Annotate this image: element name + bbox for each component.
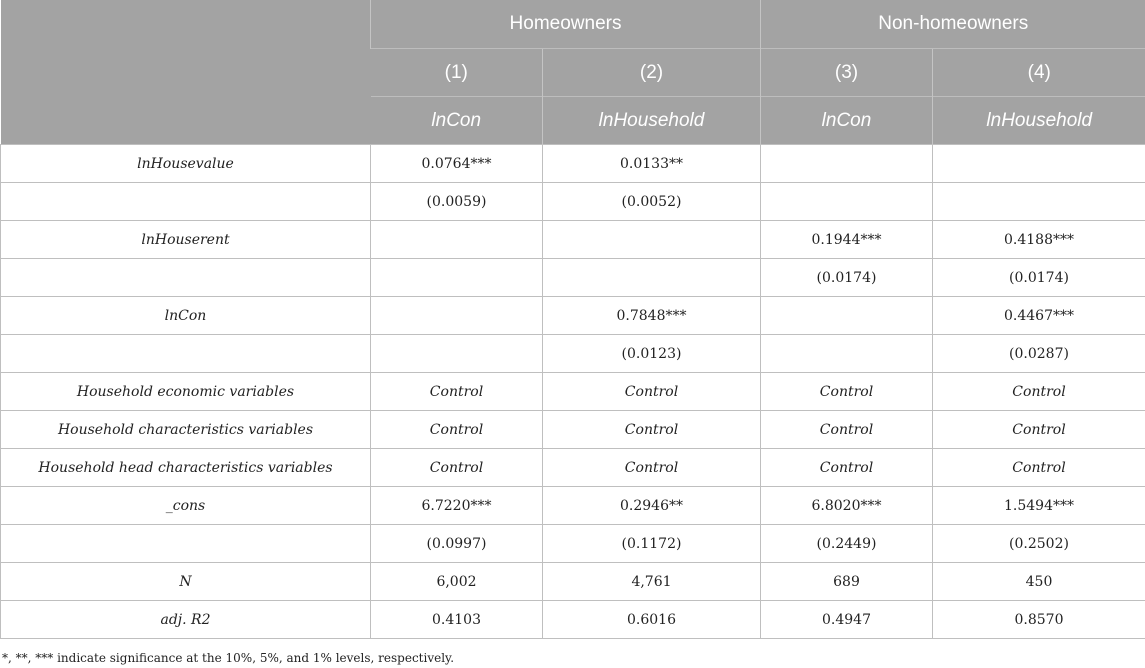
table-row bbox=[1, 335, 1145, 373]
table-cell: Control bbox=[761, 373, 933, 411]
table-cell bbox=[371, 259, 543, 297]
row-label: N bbox=[1, 563, 371, 601]
row-label bbox=[1, 259, 371, 297]
col-number-3: (3) bbox=[761, 49, 933, 97]
row-label: Household economic variables bbox=[1, 373, 371, 411]
dep-var-4: lnHousehold bbox=[933, 97, 1145, 145]
table-cell: 0.4188*** bbox=[933, 221, 1145, 259]
table-cell bbox=[371, 221, 543, 259]
row-label bbox=[1, 525, 371, 563]
table-cell: 0.8570 bbox=[933, 601, 1145, 639]
table-cell: (0.2502) bbox=[933, 525, 1145, 563]
table-row bbox=[1, 487, 1145, 525]
table-row bbox=[1, 525, 1145, 563]
table-cell: 0.1944*** bbox=[761, 221, 933, 259]
table-cell bbox=[761, 297, 933, 335]
table-cell bbox=[371, 335, 543, 373]
table-row bbox=[1, 183, 1145, 221]
table-cell: Control bbox=[371, 373, 543, 411]
col-number-1: (1) bbox=[371, 49, 543, 97]
table-cell: Control bbox=[371, 411, 543, 449]
table-cell: 0.7848*** bbox=[543, 297, 761, 335]
table-cell: Control bbox=[371, 449, 543, 487]
table-body bbox=[1, 145, 1145, 639]
table-cell: Control bbox=[933, 449, 1145, 487]
table-cell: (0.0052) bbox=[543, 183, 761, 221]
table-cell: Control bbox=[543, 449, 761, 487]
table-cell: 0.0133** bbox=[543, 145, 761, 183]
table-cell bbox=[543, 221, 761, 259]
row-label: _cons bbox=[1, 487, 371, 525]
table-cell: (0.0287) bbox=[933, 335, 1145, 373]
table-cell: 0.6016 bbox=[543, 601, 761, 639]
table-header bbox=[1, 0, 1145, 145]
table-cell: (0.0123) bbox=[543, 335, 761, 373]
table-row bbox=[1, 563, 1145, 601]
table-cell: 0.4947 bbox=[761, 601, 933, 639]
table-cell: (0.2449) bbox=[761, 525, 933, 563]
table-cell: 6.8020*** bbox=[761, 487, 933, 525]
row-label: lnHouserent bbox=[1, 221, 371, 259]
table-row bbox=[1, 373, 1145, 411]
table-cell: 0.0764*** bbox=[371, 145, 543, 183]
table-row bbox=[1, 259, 1145, 297]
table-cell: Control bbox=[933, 373, 1145, 411]
table-cell bbox=[761, 145, 933, 183]
dep-var-2: lnHousehold bbox=[543, 97, 761, 145]
group-homeowners: Homeowners bbox=[371, 0, 761, 49]
table-row bbox=[1, 221, 1145, 259]
row-label: adj. R2 bbox=[1, 601, 371, 639]
table-row bbox=[1, 145, 1145, 183]
table-cell: 1.5494*** bbox=[933, 487, 1145, 525]
table-cell: (0.0174) bbox=[933, 259, 1145, 297]
table-cell: (0.0059) bbox=[371, 183, 543, 221]
table-cell: 6,002 bbox=[371, 563, 543, 601]
row-label: Household characteristics variables bbox=[1, 411, 371, 449]
table-cell: Control bbox=[543, 373, 761, 411]
table-cell bbox=[761, 183, 933, 221]
footnote: *, **, *** indicate significance at the 10%, 5%, and 1% levels, respectively. bbox=[2, 651, 455, 665]
dep-var-1: lnCon bbox=[371, 97, 543, 145]
col-number-4: (4) bbox=[933, 49, 1145, 97]
table-cell: Control bbox=[761, 411, 933, 449]
table-cell bbox=[933, 145, 1145, 183]
table-cell: Control bbox=[761, 449, 933, 487]
col-number-2: (2) bbox=[543, 49, 761, 97]
table-cell: Control bbox=[543, 411, 761, 449]
row-label: Household head characteristics variables bbox=[1, 449, 371, 487]
table-cell: (0.0997) bbox=[371, 525, 543, 563]
table-cell: (0.1172) bbox=[543, 525, 761, 563]
table-cell: 6.7220*** bbox=[371, 487, 543, 525]
table-cell: 0.4103 bbox=[371, 601, 543, 639]
table-cell bbox=[371, 297, 543, 335]
table-cell bbox=[543, 259, 761, 297]
table-row bbox=[1, 449, 1145, 487]
row-label bbox=[1, 183, 371, 221]
table-cell: Control bbox=[933, 411, 1145, 449]
row-label bbox=[1, 335, 371, 373]
table-row bbox=[1, 601, 1145, 639]
row-label: lnHousevalue bbox=[1, 145, 371, 183]
table-cell: 450 bbox=[933, 563, 1145, 601]
table-cell bbox=[933, 183, 1145, 221]
table-cell bbox=[761, 335, 933, 373]
table-row bbox=[1, 411, 1145, 449]
table-cell: 0.2946** bbox=[543, 487, 761, 525]
header-empty bbox=[1, 0, 371, 145]
dep-var-3: lnCon bbox=[761, 97, 933, 145]
table-cell: 0.4467*** bbox=[933, 297, 1145, 335]
table-cell: 689 bbox=[761, 563, 933, 601]
group-non-homeowners: Non-homeowners bbox=[761, 0, 1145, 49]
table-cell: 4,761 bbox=[543, 563, 761, 601]
table-row bbox=[1, 297, 1145, 335]
row-label: lnCon bbox=[1, 297, 371, 335]
table-cell: (0.0174) bbox=[761, 259, 933, 297]
